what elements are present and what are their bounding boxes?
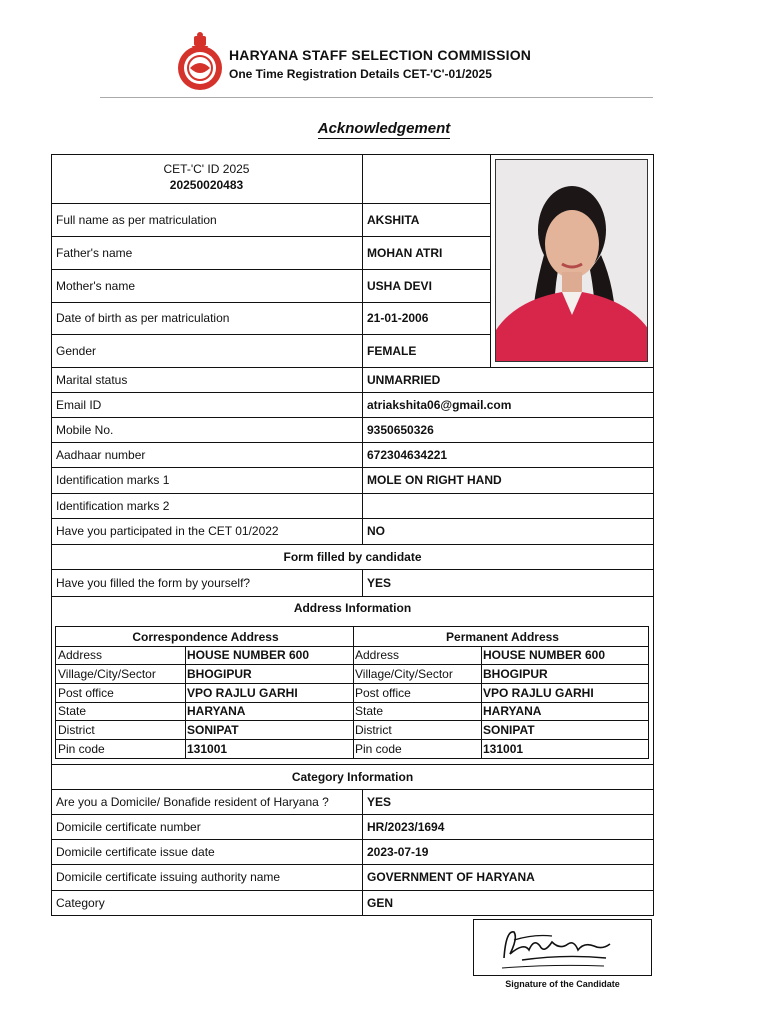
row-value: YES — [367, 794, 392, 809]
section-heading-category: Category Information — [291, 769, 414, 784]
section-heading-form-filled: Form filled by candidate — [283, 549, 422, 564]
row-label: Domicile certificate number — [56, 819, 201, 834]
row-label: Category — [56, 895, 105, 910]
addr-label: Pin code — [355, 741, 402, 756]
addr-corr-value: VPO RAJLU GARHI — [187, 685, 298, 700]
row-label: Identification marks 1 — [56, 473, 170, 487]
row-label: Marital status — [56, 372, 128, 387]
addr-label: State — [355, 704, 384, 718]
row-label: Full name as per matriculation — [56, 212, 217, 227]
candidate-photo — [495, 159, 648, 362]
row-label: Domicile certificate issue date — [56, 844, 215, 859]
row-value: HR/2023/1694 — [367, 819, 445, 834]
row-label: Have you filled the form by yourself? — [56, 575, 251, 590]
addr-label: Village/City/Sector — [58, 666, 156, 681]
id-label: CET-'C' ID 2025 — [163, 162, 250, 176]
addr-label: Address — [355, 648, 400, 662]
hssc-emblem-icon — [176, 30, 224, 92]
photo-col-divider — [490, 154, 491, 367]
row-value: MOHAN ATRI — [367, 245, 443, 260]
row-value: atriakshita06@gmail.com — [367, 397, 512, 412]
addr-label: Pin code — [58, 741, 105, 756]
addr-label: District — [355, 722, 392, 737]
row-label: Mother's name — [56, 278, 135, 293]
row-value: UNMARRIED — [367, 372, 441, 387]
row-label: Email ID — [56, 397, 102, 412]
row-value: 2023-07-19 — [367, 844, 429, 859]
addr-perm-value: HARYANA — [483, 704, 542, 718]
row-label: Are you a Domicile/ Bonafide resident of Haryana ? — [56, 794, 329, 809]
row-label: Date of birth as per matriculation — [56, 311, 230, 325]
address-table — [55, 626, 649, 759]
header — [176, 30, 576, 94]
page-title: Acknowledgement — [317, 120, 451, 137]
addr-label: Village/City/Sector — [355, 666, 453, 681]
addr-corr-value: BHOGIPUR — [187, 666, 252, 681]
row-label: Father's name — [56, 245, 133, 260]
row-value: 21-01-2006 — [367, 311, 429, 325]
row-label: Domicile certificate issuing authority name — [56, 870, 281, 884]
row-value: NO — [367, 524, 385, 538]
section-heading-address: Address Information — [293, 601, 412, 615]
signature-label: Signature of the Candidate — [505, 979, 620, 989]
row-value: GOVERNMENT OF HARYANA — [367, 870, 535, 884]
header-divider — [100, 97, 653, 98]
addr-label: District — [58, 722, 95, 737]
addr-label: Post office — [355, 685, 411, 700]
row-label: Mobile No. — [56, 422, 114, 437]
row-value: AKSHITA — [367, 212, 420, 227]
row-value: USHA DEVI — [367, 278, 432, 293]
addr-corr-value: HOUSE NUMBER 600 — [187, 648, 310, 662]
addr-label: State — [58, 704, 87, 718]
addr-perm-value: VPO RAJLU GARHI — [483, 685, 594, 700]
row-value: GEN — [367, 895, 394, 910]
addr-perm-value: BHOGIPUR — [483, 666, 548, 681]
row-value: MOLE ON RIGHT HAND — [367, 473, 502, 487]
row-value — [362, 493, 654, 518]
row-value: YES — [367, 575, 392, 590]
id-value: 20250020483 — [169, 178, 244, 192]
addr-corr-value: HARYANA — [187, 704, 246, 718]
org-subtitle: One Time Registration Details CET-'C'-01/2025 — [229, 67, 492, 81]
addr-perm-value: HOUSE NUMBER 600 — [483, 648, 606, 662]
addr-corr-value: 131001 — [187, 741, 228, 756]
row-label: Gender — [56, 343, 97, 358]
row-label: Have you participated in the CET 01/2022 — [56, 524, 279, 538]
addr-perm-value: SONIPAT — [483, 722, 535, 737]
signature-box — [473, 919, 652, 976]
row-label: Aadhaar number — [56, 447, 146, 462]
addr-label: Address — [58, 648, 103, 662]
correspondence-address-title: Correspondence Address — [132, 629, 279, 644]
row-label: Identification marks 2 — [56, 498, 170, 513]
addr-label: Post office — [58, 685, 114, 700]
row-value: FEMALE — [367, 343, 417, 358]
addr-perm-value: 131001 — [483, 741, 524, 756]
candidate-photo-image — [496, 160, 648, 362]
org-name: HARYANA STAFF SELECTION COMMISSION — [229, 47, 532, 63]
permanent-address-title: Permanent Address — [446, 629, 559, 644]
signature-image — [474, 920, 651, 975]
row-value: 672304634221 — [367, 447, 448, 462]
row-value: 9350650326 — [367, 422, 434, 437]
addr-corr-value: SONIPAT — [187, 722, 239, 737]
